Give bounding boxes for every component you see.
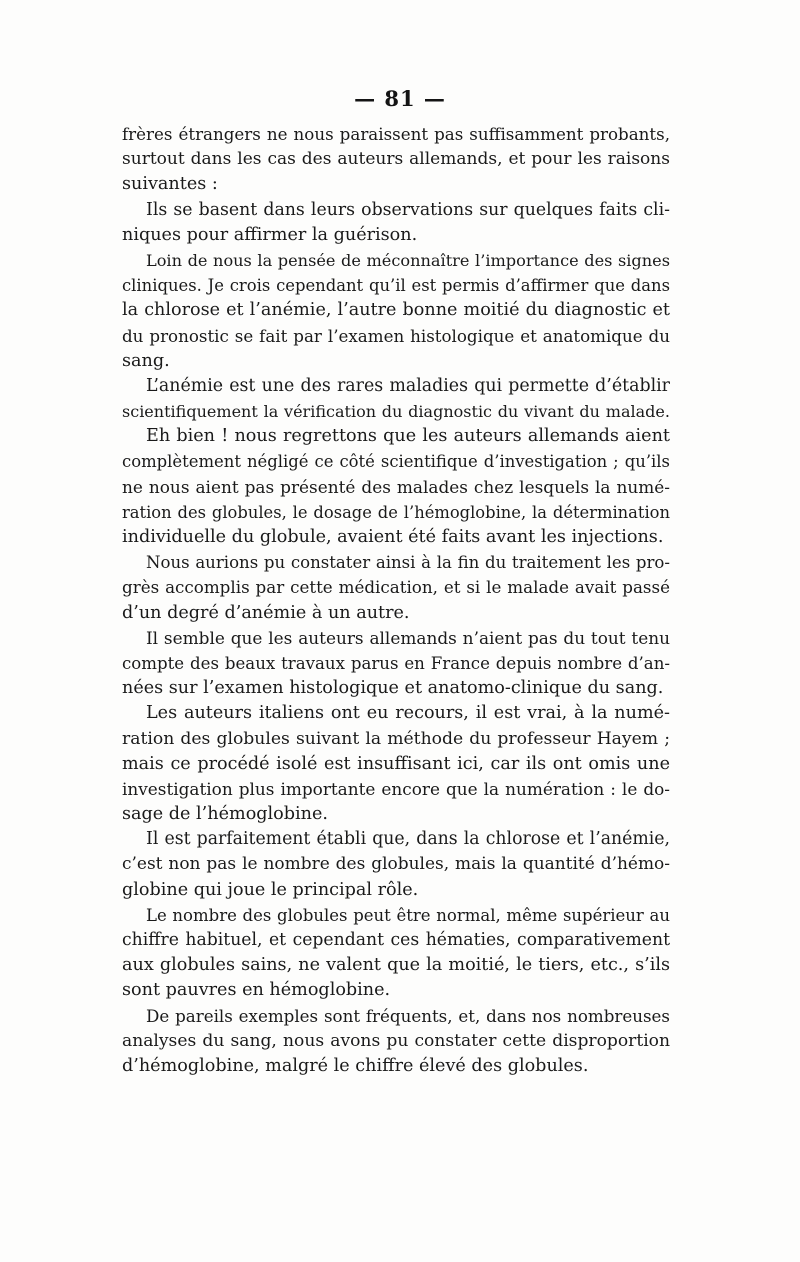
text-line: ration des globules suivant la méthode du professeur Hayem ; (122, 728, 670, 749)
text-line: individuelle du globule, avaient été faits avant les injections. (122, 527, 664, 547)
text-line: aux globules sains, ne valent que la moitié, le tiers, etc., s’ils (122, 955, 670, 976)
text-line: grès accomplis par cette médication, et si le malade avait passé (122, 577, 670, 598)
text-line: sang. (122, 350, 170, 371)
text-line: scientifiquement la vérification du diagnostic du vivant du malade. (122, 402, 670, 422)
text-line: nées sur l’examen histologique et anatomo-clinique du sang. (122, 678, 664, 699)
text-line: la chlorose et l’anémie, l’autre bonne moitié du diagnostic et (122, 300, 670, 321)
text-line: c’est non pas le nombre des globules, mais la quantité d’hémo- (122, 854, 670, 875)
text-line: globine qui joue le principal rôle. (122, 879, 419, 900)
text-line: chiffre habituel, et cependant ces hématies, comparativement (122, 930, 670, 950)
text-line: Loin de nous la pensée de méconnaître l’importance des signes (146, 250, 670, 270)
text-line: Il est parfaitement établi que, dans la chlorose et l’anémie, (146, 829, 670, 850)
text-line: Nous aurions pu constater ainsi à la fin du traitement les pro- (146, 553, 670, 573)
page-number: — 81 — (354, 86, 446, 111)
text-line: mais ce procédé isolé est insuffisant ici, car ils ont omis une (122, 753, 670, 774)
body-text (122, 122, 670, 1079)
text-line: d’hémoglobine, malgré le chiffre élevé des globules. (122, 1055, 589, 1076)
text-line: complètement négligé ce côté scientifique d’investigation ; qu’ils (122, 452, 670, 472)
text-line: ration des globules, le dosage de l’hémoglobine, la détermination (122, 502, 670, 522)
text-line: Ils se basent dans leurs observations sur quelques faits cli- (146, 199, 670, 220)
text-line: Le nombre des globules peut être normal, même supérieur au (146, 905, 670, 925)
text-line: suivantes : (122, 174, 218, 195)
text-line: investigation plus importante encore que la numération : le do- (122, 778, 670, 799)
text-line: De pareils exemples sont fréquents, et, dans nos nombreuses (146, 1006, 670, 1026)
text-line: Il semble que les auteurs allemands n’aient pas du tout tenu (146, 627, 670, 648)
text-line: L’anémie est une des rares maladies qui permette d’établir (146, 375, 670, 396)
text-line: du pronostic se fait par l’examen histologique et anatomique du (122, 326, 670, 346)
text-line: Eh bien ! nous regrettons que les auteurs allemands aient (146, 426, 670, 447)
text-line: sage de l’hémoglobine. (122, 804, 328, 825)
text-line: sont pauvres en hémoglobine. (122, 980, 391, 1001)
text-line: ne nous aient pas présenté des malades chez lesquels la numé- (122, 476, 670, 497)
text-line: compte des beaux travaux parus en France depuis nombre d’an- (122, 653, 670, 673)
text-line: cliniques. Je crois cependant qu’il est permis d’affirmer que dans (122, 276, 670, 296)
text-line: niques pour affirmer la guérison. (122, 224, 418, 245)
text-line: Les auteurs italiens ont eu recours, il est vrai, à la numé- (146, 703, 670, 724)
text-line: frères étrangers ne nous paraissent pas suffisamment probants, (122, 125, 670, 144)
text-line: surtout dans les cas des auteurs allemands, et pour les raisons (122, 149, 670, 170)
text-line: d’un degré d’anémie à un autre. (122, 602, 410, 623)
text-line: analyses du sang, nous avons pu constater cette disproportion (122, 1030, 670, 1051)
